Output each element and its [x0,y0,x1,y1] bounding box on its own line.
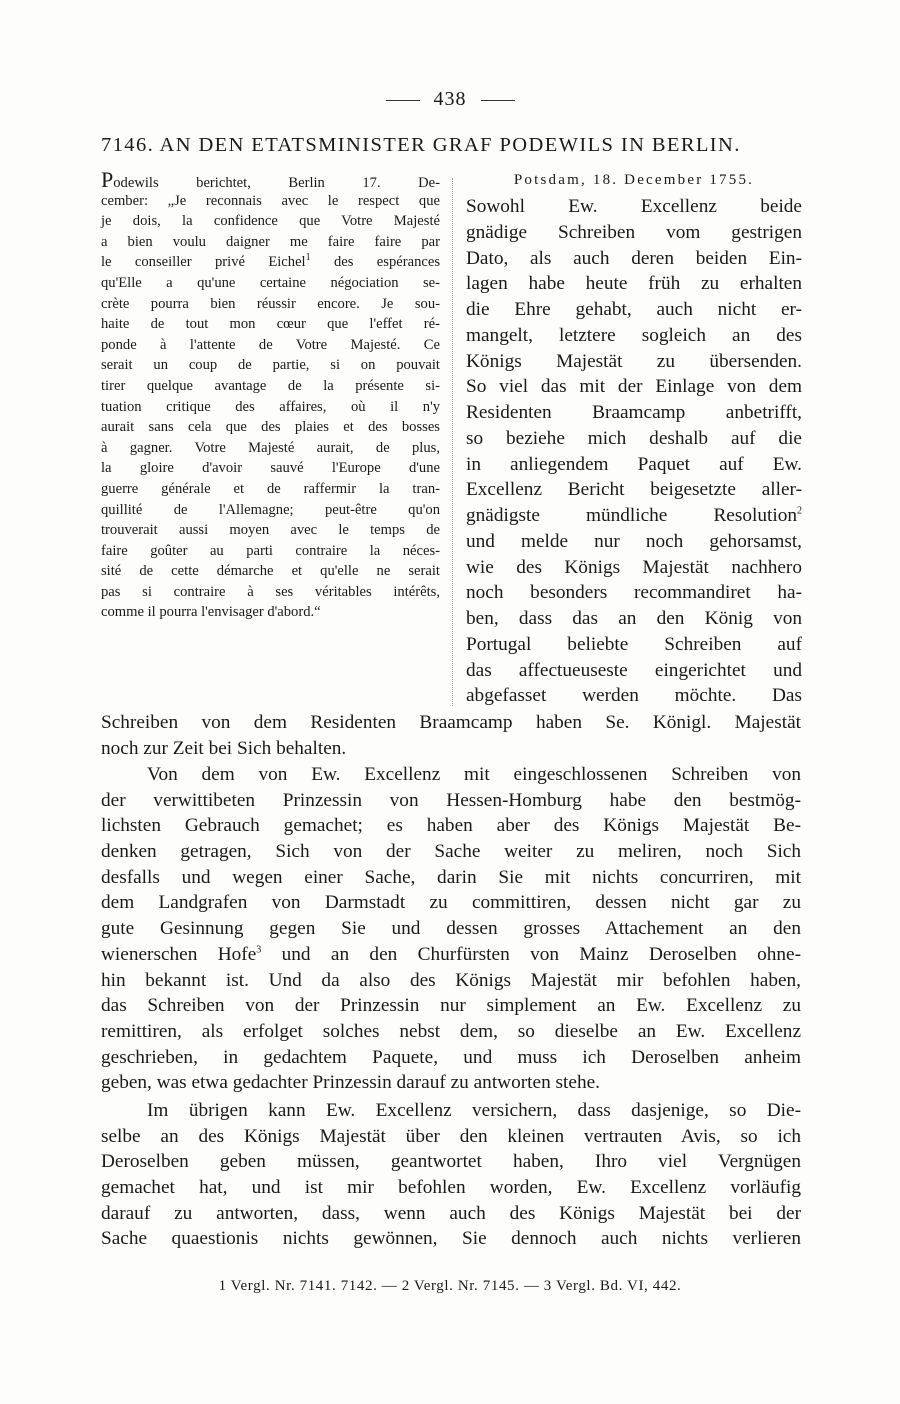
summary-line: la gloire d'avoir sauvé l'Europe d'une [101,460,440,477]
text-line: desfalls und wegen einer Sache, darin Sie mit nichts concurriren, mit [101,866,801,888]
letter-line: das affectueuseste eingerichtet und [466,659,802,681]
footnotes: 1 Vergl. Nr. 7141. 7142. — 2 Vergl. Nr. 7145. — 3 Vergl. Bd. VI, 442. [218,1278,682,1294]
text-line: geschrieben, in gedachtem Paquete, und muss ich Deroselben anheim [101,1046,801,1068]
summary-column [101,167,441,623]
text-line: Schreiben von dem Residenten Braamcamp haben Se. Königl. Majestät [101,712,801,733]
summary-line: a bien voulu daigner me faire faire par [101,233,440,250]
letter-line: Portugal beliebte Schreiben auf [466,633,802,655]
text-line: lichsten Gebrauch gemachet; es haben aber des Königs Majestät Be- [101,815,801,837]
text-line: denken getragen, Sich von der Sache weiter zu meliren, noch Sich [101,841,801,863]
text-line: Im übrigen kann Ew. Excellenz versichern, dass dasjenige, so Die- [147,1100,801,1121]
summary-line: quillité de l'Allemagne; peut-être qu'on [101,501,440,518]
text-line: noch zur Zeit bei Sich behalten. [101,737,347,759]
text-line: gemachet hat, und ist mir befohlen worden, Ew. Excellenz vorläufig [101,1177,801,1199]
text-line: gute Gesinnung gegen Sie und dessen grosses Attachement an den [101,918,801,940]
dash-right [481,100,515,101]
column-divider [452,178,453,706]
summary-line: Podewils berichtet, Berlin 17. De- [101,167,440,192]
letter-column [466,172,802,709]
text-line: Sache quaestionis nichts gewönnen, Sie dennoch auch nichts verlieren [101,1228,801,1250]
paragraph-avis [101,1098,801,1252]
letter-line: Königs Majestät zu übersenden. [466,350,802,372]
letter-line: die Ehre gehabt, auch nicht er- [466,299,802,320]
letter-line: gnädigste mündliche Resolution$^2$ [466,505,802,526]
text-line: darauf zu antworten, dass, wenn auch des Königs Majestät bei der [101,1202,801,1224]
letter-line: Dato, als auch deren beiden Ein- [466,247,802,269]
text-line: hin bekannt ist. Und da also des Königs Majestät mir befohlen haben, [101,969,801,991]
summary-line: serait un coup de partie, si on pouvait [101,357,440,374]
letter-title: 7146. AN DEN ETATSMINISTER GRAF PODEWILS IN BERLIN. [101,134,741,156]
text-line: der verwittibeten Prinzessin von Hessen-Homburg habe den bestmög- [101,789,801,811]
letter-line: so beziehe mich deshalb auf die [466,427,802,449]
dash-left [386,100,420,101]
letter-line: gnädige Schreiben vom gestrigen [466,221,802,243]
summary-line: le conseiller privé Eichel$^1$ des espérances [101,252,441,271]
text-line: remittiren, als erfolget solches nebst dem, so dieselbe an Ew. Excellenz [101,1020,801,1042]
summary-initial: P [101,167,114,192]
text-line: wienerschen Hofe$^3$ und an den Churfürsten von Mainz Deroselben ohne- [101,943,801,965]
summary-line: crète pourra bien réussir encore. Je sou- [101,295,440,312]
summary-line: aurait sans cela que des plaies et des bosses [101,419,440,436]
dateline: Potsdam, 18. December 1755. [513,172,755,188]
summary-line: haite de tout mon cœur que l'effet ré- [101,316,440,333]
letter-line: Excellenz Bericht beigesetzte aller- [466,479,802,501]
summary-line: pas si contraire à ses véritables intérêts, [101,583,440,600]
summary-line: ponde à l'attente de Votre Majesté. Ce [101,336,440,353]
page-number-line [0,88,900,111]
footnote-mark: 2 [797,505,802,517]
text-line: selbe an des Königs Majestät über den kleinen vertrauten Avis, so ich [101,1125,801,1147]
summary-line: à gagner. Votre Majesté aurait, de plus, [101,439,440,456]
paragraph-continuation [101,710,801,761]
letter-line: Residenten Braamcamp anbetrifft, [466,402,802,423]
summary-line: je dois, la confidence que Votre Majesté [101,213,440,230]
summary-line: cember: „Je reconnais avec le respect que [101,192,440,209]
text-line: Von dem von Ew. Excellenz mit eingeschlossenen Schreiben von [147,764,801,785]
summary-line: faire goûter au parti contraire la néces- [101,542,440,559]
paragraph-hessen-homburg [101,762,801,1096]
summary-line: comme il pourra l'envisager d'abord.“ [101,604,321,621]
text-line: Deroselben geben müssen, geantwortet haben, Ihro viel Vergnügen [101,1151,801,1173]
footnote-mark: 1 [305,252,311,264]
summary-line: qu'Elle a qu'une certaine négociation se- [101,274,440,291]
letter-line: lagen habe heute früh zu erhalten [466,273,802,295]
letter-line: abgefasset werden möchte. Das [466,685,802,707]
footnote-mark: 3 [256,944,262,956]
text-line: das Schreiben von der Prinzessin nur simplement an Ew. Excellenz zu [101,995,801,1017]
summary-line: trouverait aussi moyen avec le temps de [101,522,440,539]
letter-line: mangelt, letztere sogleich an des [466,324,802,346]
summary-line: sité de cette démarche et qu'elle ne serait [101,563,440,580]
letter-line: noch besonders recommandiret ha- [466,582,802,604]
letter-line: ben, dass das an den König von [466,608,802,629]
letter-line: So viel das mit der Einlage von dem [466,376,802,398]
summary-line: guerre générale et de raffermir la tran- [101,480,440,497]
letter-line: Sowohl Ew. Excellenz beide [466,196,802,217]
text-line: dem Landgrafen von Darmstadt zu committiren, dessen nicht gar zu [101,892,801,914]
letter-line: und melde nur noch gehorsamst, [466,530,802,552]
summary-line: tuation critique des affaires, où il n'y [101,398,440,415]
letter-line: in anliegendem Paquet auf Ew. [466,453,802,475]
summary-line: tirer quelque avantage de la présente si- [101,377,440,394]
letter-line: wie des Königs Majestät nachhero [466,556,802,578]
page-number: 438 [433,88,467,110]
text-line: geben, was etwa gedachter Prinzessin darauf zu antworten stehe. [101,1072,600,1094]
